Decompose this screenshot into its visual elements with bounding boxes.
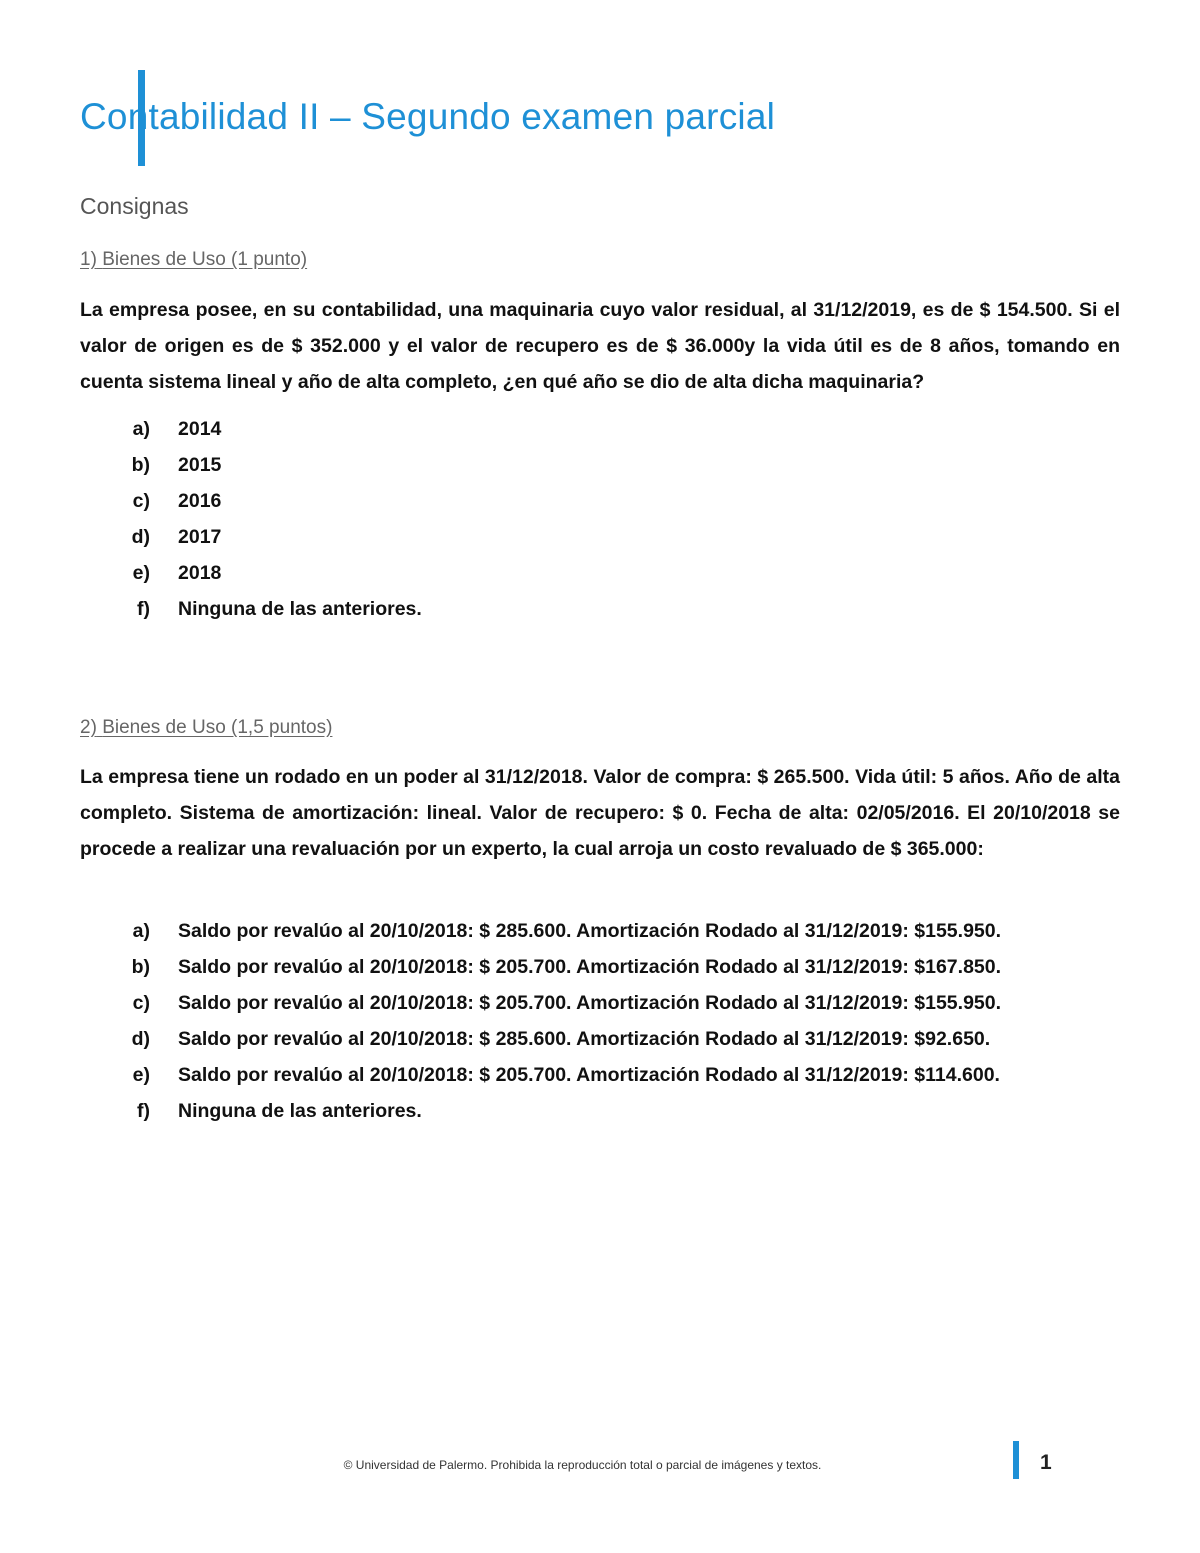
question-1-option (80, 483, 422, 519)
question-2-heading (80, 717, 332, 739)
option-text: 2018 (178, 562, 222, 584)
option-label: e) (132, 1064, 150, 1086)
option-text: Saldo por revalúo al 20/10/2018: $ 205.700. Amortización Rodado al 31/12/2019: $167.850. (178, 956, 1002, 978)
option-label: c) (132, 490, 150, 512)
question-1-number: 1) (80, 249, 97, 270)
question-1-title: Bienes de Uso (1 punto) (102, 249, 308, 270)
option-label: d) (131, 1028, 150, 1050)
option-text: 2017 (178, 526, 222, 548)
question-1-option (80, 555, 422, 591)
option-text: Ninguna de las anteriores. (178, 1100, 422, 1122)
option-text: 2014 (178, 418, 222, 440)
question-2-title: Bienes de Uso (1,5 puntos) (102, 717, 333, 738)
footer-accent-bar (1013, 1441, 1019, 1479)
option-label: f) (137, 598, 150, 620)
page-number: 1 (1040, 1451, 1052, 1474)
option-label: e) (132, 562, 150, 584)
option-text: Saldo por revalúo al 20/10/2018: $ 285.600. Amortización Rodado al 31/12/2019: $92.650. (178, 1028, 991, 1050)
option-text: Saldo por revalúo al 20/10/2018: $ 205.700. Amortización Rodado al 31/12/2019: $114.600. (178, 1064, 1000, 1086)
question-2-option (80, 1093, 1001, 1129)
question-2-option (80, 1021, 1001, 1057)
question-1-option (80, 411, 422, 447)
question-2-number: 2) (80, 717, 97, 738)
option-label: f) (137, 1100, 150, 1122)
option-label: b) (131, 956, 150, 978)
section-subtitle: Consignas (80, 193, 189, 219)
question-2-options (80, 913, 1001, 1129)
question-1-option (80, 591, 422, 627)
page-title: Contabilidad II – Segundo examen parcial (80, 96, 776, 137)
option-label: b) (131, 454, 150, 476)
copyright-notice: © Universidad de Palermo. Prohibida la reproducción total o parcial de imágenes y textos. (343, 1458, 822, 1472)
option-text: Saldo por revalúo al 20/10/2018: $ 285.600. Amortización Rodado al 31/12/2019: $155.950. (178, 920, 1002, 942)
option-text: Saldo por revalúo al 20/10/2018: $ 205.700. Amortización Rodado al 31/12/2019: $155.950. (178, 992, 1002, 1014)
option-label: a) (132, 418, 150, 440)
question-2-option (80, 985, 1001, 1021)
option-text: 2016 (178, 490, 222, 512)
question-2-text: La empresa tiene un rodado en un poder al 31/12/2018. Valor de compra: $ 265.500. Vida útil: 5 años. Año de alta completo. Sistema de amortización: lineal. Valor de recupero: $ 0. Fecha de alta: 02/05/2016. El 20/10/2018 se procede a realizar una revaluación por un experto, la cual arroja un costo revaluado de $ 365.000: (80, 766, 1120, 860)
question-2-option (80, 949, 1001, 985)
question-1-option (80, 447, 422, 483)
question-1-text: La empresa posee, en su contabilidad, una maquinaria cuyo valor residual, al 31/12/2019, es de $ 154.500. Si el valor de origen es de $ 352.000 y el valor de recupero es de $ 36.000y la vida útil es de 8 años, tomando en cuenta sistema lineal y año de alta completo, ¿en qué año se dio de alta dicha maquinaria? (80, 299, 1120, 393)
question-2-option (80, 913, 1001, 949)
option-text: Ninguna de las anteriores. (178, 598, 422, 620)
question-1-options (80, 411, 422, 627)
question-1-heading (80, 249, 307, 271)
question-2-option (80, 1057, 1001, 1093)
option-label: a) (132, 920, 150, 942)
option-label: d) (131, 526, 150, 548)
option-text: 2015 (178, 454, 222, 476)
option-label: c) (132, 992, 150, 1014)
question-1-option (80, 519, 422, 555)
